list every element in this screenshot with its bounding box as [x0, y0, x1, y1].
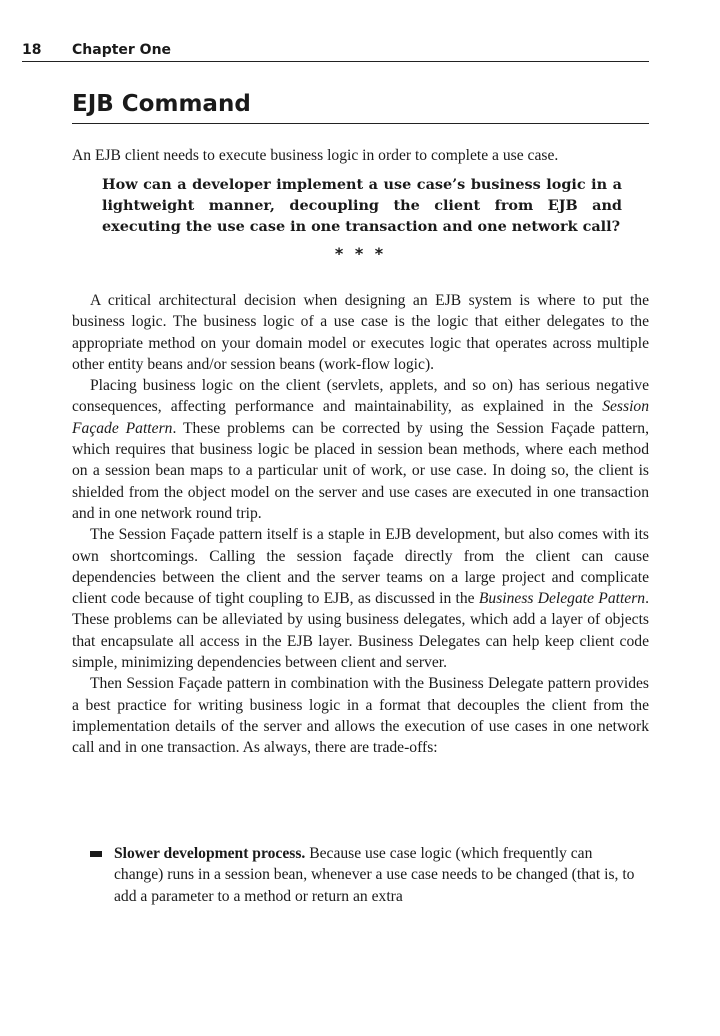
paragraph-3-text-a: The Session Façade pattern itself is a staple in EJB development, but also comes with its own shortcomings. Calling the session façade directly from the client can cause dependencies between the client and the server teams on a large project and complicate client code because of tight coupling to EJB, as discussed in the — [72, 526, 649, 608]
section-divider: * * * — [334, 244, 387, 263]
body-text — [72, 290, 649, 759]
section-title: EJB Command — [72, 89, 649, 124]
chapter-title: Chapter One — [72, 42, 172, 58]
business-delegate-reference: Business Delegate Pattern — [478, 590, 646, 608]
paragraph-1: A critical architectural decision when designing an EJB system is where to put the business logic. The business logic of a use case is the logic that either delegates to the appropriate method on your domain model or executes logic that operates across multiple other entity beans and/or session beans (work-flow logic). — [72, 292, 649, 373]
bullet-lead: Slower development process. — [114, 845, 306, 862]
running-head — [22, 40, 649, 62]
paragraph-4: Then Session Façade pattern in combination with the Business Delegate pattern provides a best practice for writing business logic in a format that decouples the client from the implementation details of the server and allows the execution of use cases in one network call and in one transaction. As always, there are trade-offs: — [72, 675, 649, 757]
bullet-text: Because use case logic (which frequently can change) runs in a session bean, whenever a use case needs to be changed (that is, to add a parameter to a method or return an extra — [114, 845, 635, 905]
list-item — [72, 843, 649, 907]
paragraph-2 — [72, 375, 649, 524]
context-statement: An EJB client needs to execute business logic in order to complete a use case. — [72, 147, 559, 164]
paragraph-2-text-b: . These problems can be corrected by using the Session Façade pattern, which requires that business logic be placed in session bean methods, where each method on a session bean maps to a particular unit of work, or use case. In doing so, the client is shielded from the object model on the server and use cases are executed in one transaction and in one network round trip. — [72, 419, 649, 522]
problem-statement: How can a developer implement a use case’s business logic in a lightweight manner, decoupling the client from EJB and executing the use case in one transaction and one network call? — [102, 176, 622, 235]
paragraph-2-text-a: Placing business logic on the client (servlets, applets, and so on) has serious negative consequences, affecting performance and maintainability, as explained in the — [72, 377, 649, 416]
tradeoff-list — [72, 843, 649, 907]
session-facade-reference: Session Façade Pattern — [72, 398, 649, 437]
paragraph-3 — [72, 524, 649, 673]
bullet-square-icon — [90, 851, 102, 857]
page-number: 18 — [22, 42, 42, 58]
paragraph-3-text-b: . These problems can be alleviated by using business delegates, which add a layer of objects that encapsulate all access in the EJB layer. Business Delegates can help keep client code simple, minimizing dependencies between client and server. — [72, 590, 649, 672]
